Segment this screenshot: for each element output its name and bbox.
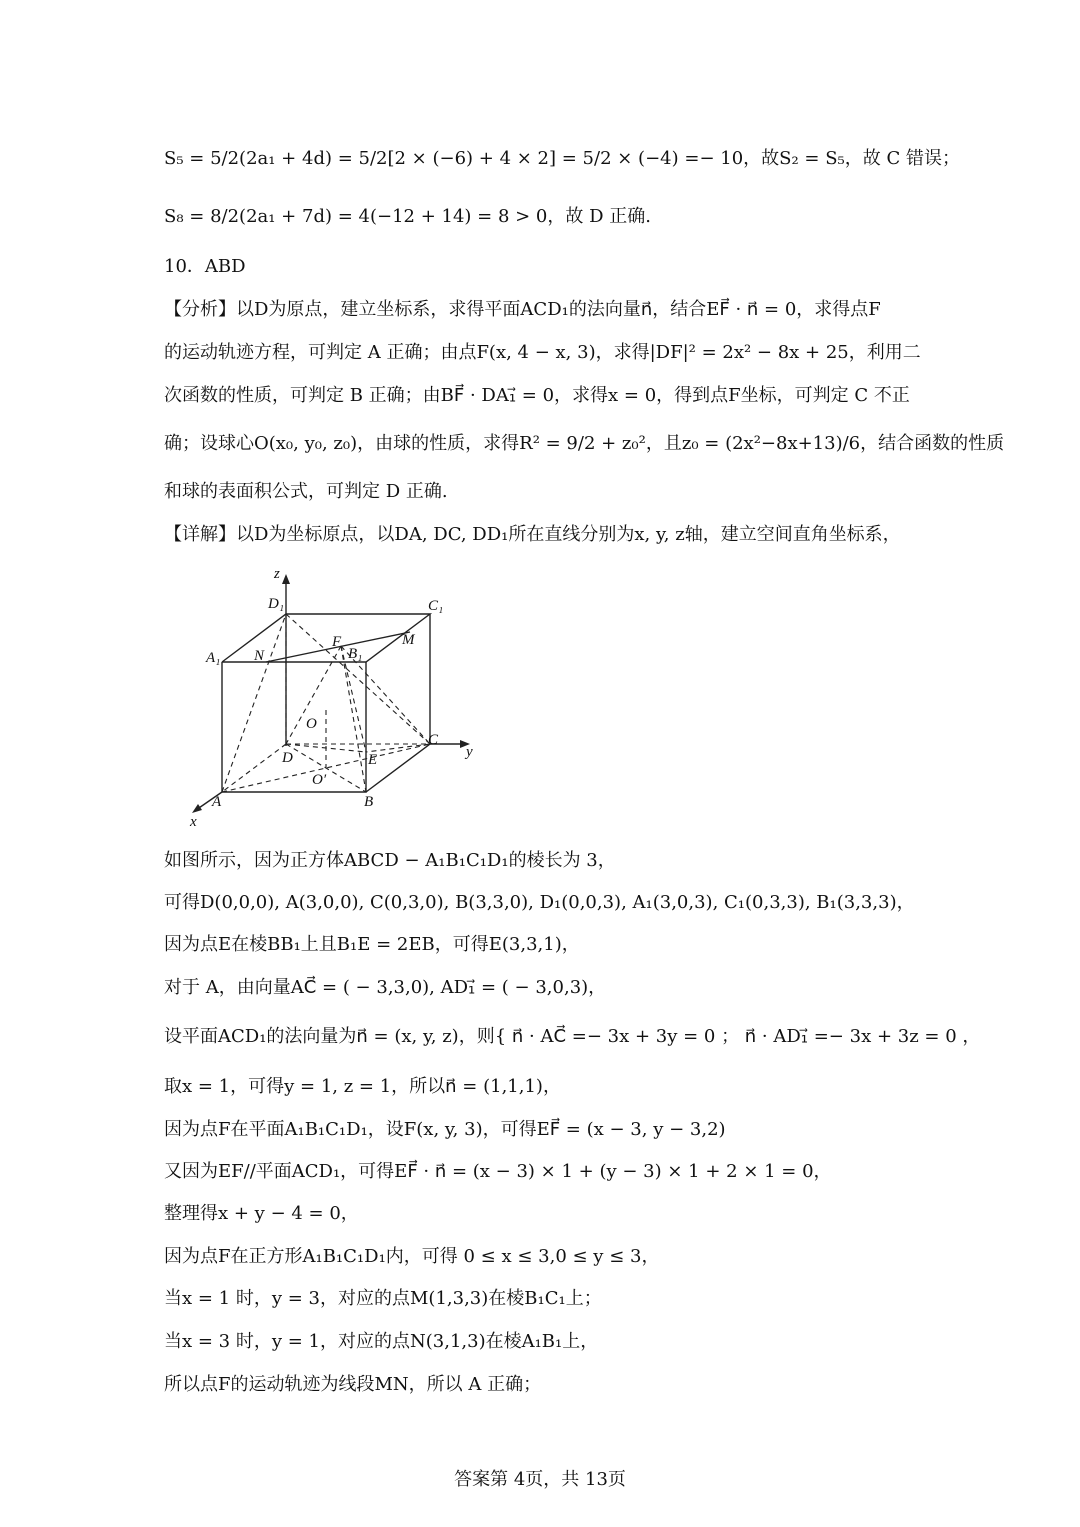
detail-line-14: 所以点F的运动轨迹为线段MN，所以 A 正确； — [164, 1374, 542, 1395]
edge-da — [222, 744, 286, 792]
x-arrow — [192, 804, 202, 813]
detail-line-6: 设平面ACD₁的法向量为n⃗ = (x, y, z)，则{ n⃗ · AC⃗ =− 3x + 3y = 0 ； n⃗ · AD₁⃗ =− 3x + 3z = 0 ， — [164, 1026, 981, 1047]
text-line-2: S₈ = 8/2(2a₁ + 7d) = 4(−12 + 14) = 8 > 0，故 D 正确. — [164, 206, 651, 227]
page-footer: 答案第 4页，共 13页 — [454, 1469, 626, 1490]
z-arrow — [282, 574, 290, 584]
analysis-line-2: 的运动轨迹方程，可判定 A 正确；由点F(x, 4 − x, 3)，求得|DF|² = 2x² − 8x + 25，利用二 — [164, 342, 921, 363]
label-c1: C₁ — [428, 598, 444, 614]
label-d1: D₁ — [268, 596, 285, 612]
label-a1: A₁ — [206, 650, 221, 666]
label-b: B — [364, 794, 374, 810]
detail-line-5: 对于 A，由向量AC⃗ = ( − 3,3,0), AD₁⃗ = ( − 3,0,3)， — [164, 977, 607, 998]
detail-line-10: 整理得x + y − 4 = 0， — [164, 1203, 359, 1224]
question-number: 10．ABD — [164, 256, 246, 277]
label-d: D — [282, 750, 293, 766]
diag-ad1 — [222, 614, 286, 792]
fb-line — [341, 646, 366, 792]
analysis-line-1: 【分析】以D为原点，建立坐标系，求得平面ACD₁的法向量n⃗，结合EF⃗ · n⃗ = 0，求得点F — [164, 299, 881, 320]
label-e: E — [368, 752, 378, 768]
analysis-line-5: 和球的表面积公式，可判定 D 正确. — [164, 481, 448, 502]
detail-line-4: 因为点E在棱BB₁上且B₁E = 2EB，可得E(3,3,1)， — [164, 934, 580, 955]
detail-line-3: 可得D(0,0,0), A(3,0,0), C(0,3,0), B(3,3,0), D₁(0,0,3), A₁(3,0,3), C₁(0,3,3), B₁(3,3,3)， — [164, 892, 915, 913]
label-o: O — [306, 716, 317, 732]
label-c: C — [428, 732, 439, 748]
cube-figure — [186, 560, 486, 830]
detail-line-9: 又因为EF//平面ACD₁，可得EF⃗ · n⃗ = (x − 3) × 1 + (y − 3) × 1 + 2 × 1 = 0， — [164, 1161, 832, 1182]
label-y: y — [466, 744, 473, 760]
analysis-line-3: 次函数的性质，可判定 B 正确；由BF⃗ · DA₁⃗ = 0，求得x = 0，得到点F坐标，可判定 C 不正 — [164, 385, 910, 406]
detail-line-11: 因为点F在正方形A₁B₁C₁D₁内，可得 0 ≤ x ≤ 3,0 ≤ y ≤ 3， — [164, 1246, 660, 1267]
label-z: z — [274, 566, 280, 582]
detail-line-12: 当x = 1 时，y = 3，对应的点M(1,3,3)在棱B₁C₁上； — [164, 1288, 602, 1309]
detail-line-7: 取x = 1，可得y = 1, z = 1，所以n⃗ = (1,1,1)， — [164, 1076, 561, 1097]
detail-line-2: 如图所示，因为正方体ABCD − A₁B₁C₁D₁的棱长为 3， — [164, 850, 616, 871]
label-m: M — [402, 632, 415, 648]
text-line-1: S₅ = 5/2(2a₁ + 4d) = 5/2[2 × (−6) + 4 × 2] = 5/2 × (−4) =− 10，故S₂ = S₅，故 C 错误； — [164, 148, 960, 169]
detail-line-1: 【详解】以D为坐标原点，以DA, DC, DD₁所在直线分别为x, y, z轴，建立空间直角坐标系， — [164, 524, 901, 545]
label-n: N — [254, 648, 265, 664]
label-f: F — [332, 634, 342, 650]
detail-line-13: 当x = 3 时，y = 1，对应的点N(3,1,3)在棱A₁B₁上， — [164, 1331, 599, 1352]
label-a: A — [212, 794, 222, 810]
label-o-prime: O′ — [312, 772, 327, 788]
detail-line-8: 因为点F在平面A₁B₁C₁D₁，设F(x, y, 3)，可得EF⃗ = (x − 3, y − 3,2) — [164, 1119, 726, 1140]
label-x: x — [190, 814, 197, 830]
label-b1: B₁ — [348, 646, 363, 662]
front-face — [222, 662, 366, 792]
analysis-line-4: 确；设球心O(x₀, y₀, z₀)，由球的性质，求得R² = 9/2 + z₀²，且z₀ = (2x²−8x+13)/6，结合函数的性质 — [164, 433, 1005, 454]
